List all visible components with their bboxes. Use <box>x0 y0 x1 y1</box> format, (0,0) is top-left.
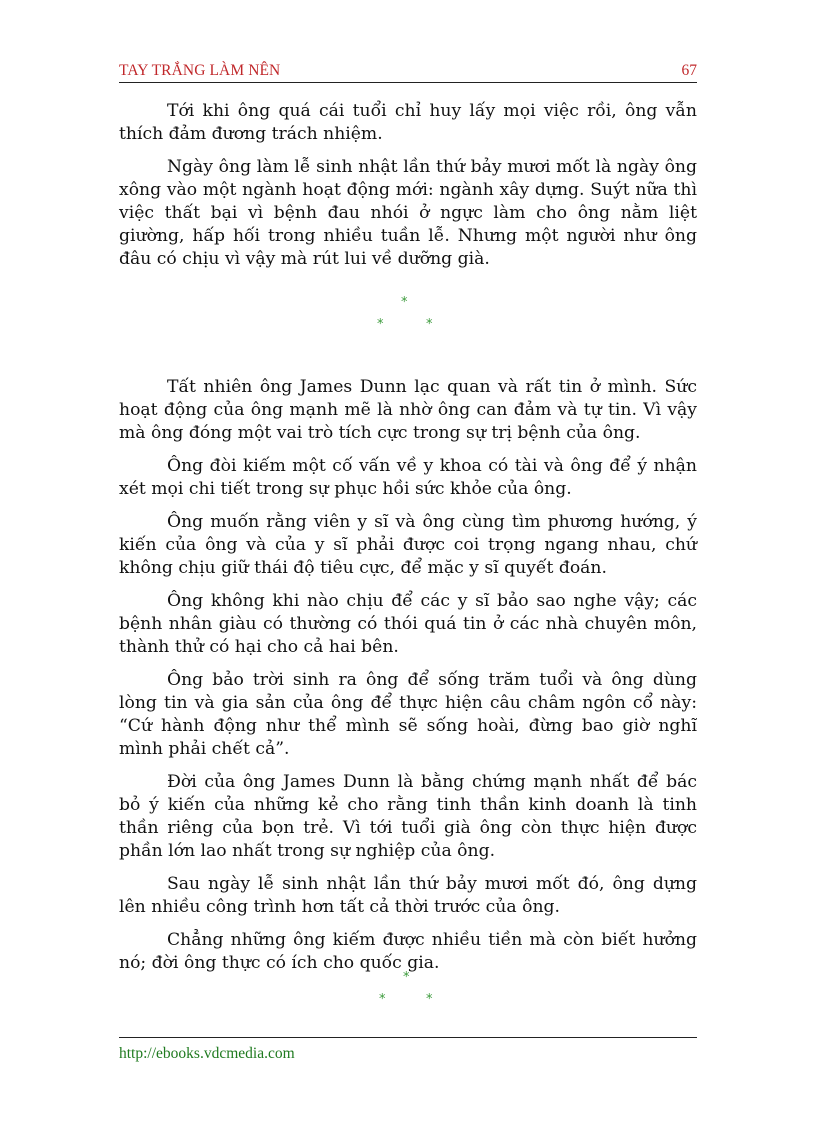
footer-link[interactable]: http://ebooks.vdcmedia.com <box>119 1045 295 1062</box>
paragraph: Ông muốn rằng viên y sĩ và ông cùng tìm phương hướng, ý kiến của ông và của y sĩ phải được coi trọng ngang nhau, chứ không chịu giữ thái độ tiêu cực, để mặc y sĩ quyết đoán. <box>119 512 697 578</box>
book-title: TAY TRẮNG LÀM NÊN <box>119 62 281 79</box>
paragraph: Tới khi ông quá cái tuổi chỉ huy lấy mọi việc rồi, ông vẫn thích đảm đương trách nhiệm. <box>119 101 697 144</box>
section-separator <box>119 291 697 353</box>
asterisk-icon: * <box>403 970 410 985</box>
paragraph: Ông đòi kiếm một cố vấn về y khoa có tài và ông để ý nhận xét mọi chi tiết trong sự phục hồi sức khỏe của ông. <box>119 456 697 499</box>
section-separator <box>119 970 697 1014</box>
asterisk-icon: * <box>426 317 433 332</box>
page-header <box>119 62 697 83</box>
paragraph: Sau ngày lễ sinh nhật lần thứ bảy mươi mốt đó, ông dựng lên nhiều công trình hơn tất cả thời trước của ông. <box>119 874 697 917</box>
paragraph: Ngày ông làm lễ sinh nhật lần thứ bảy mươi mốt là ngày ông xông vào một ngành hoạt động mới: ngành xây dựng. Suýt nữa thì việc thất bại vì bệnh đau nhói ở ngực làm cho ông nằm liệt giường, hấp hối trong nhiều tuần lễ. Nhưng một người như ông đâu có chịu vì vậy mà rút lui về dưỡng già. <box>119 157 697 269</box>
paragraph: Tất nhiên ông James Dunn lạc quan và rất tin ở mình. Sức hoạt động của ông mạnh mẽ là nhờ ông can đảm và tự tin. Vì vậy mà ông đóng một vai trò tích cực trong sự trị bệnh của ông. <box>119 377 697 443</box>
asterisk-icon: * <box>377 317 384 332</box>
paragraph: Chẳng những ông kiếm được nhiều tiền mà còn biết hưởng nó; đời ông thực có ích cho quốc gia. <box>119 930 697 973</box>
asterisk-icon: * <box>379 992 386 1007</box>
page-body <box>119 100 697 985</box>
asterisk-icon: * <box>426 992 433 1007</box>
asterisk-icon: * <box>401 295 408 310</box>
paragraph: Đời của ông James Dunn là bằng chứng mạnh nhất để bác bỏ ý kiến của những kẻ cho rằng tinh thần kinh doanh là tinh thần riêng của bọn trẻ. Vì tới tuổi già ông còn thực hiện được phần lớn lao nhất trong sự nghiệp của ông. <box>119 772 697 861</box>
footer-divider <box>119 1037 697 1038</box>
page-number: 67 <box>681 62 697 79</box>
paragraph: Ông bảo trời sinh ra ông để sống trăm tuổi và ông dùng lòng tin và gia sản của ông để thực hiện câu châm ngôn cổ này: “Cứ hành động như thể mình sẽ sống hoài, đừng bao giờ nghĩ mình phải chết cả”. <box>119 670 697 759</box>
paragraph: Ông không khi nào chịu để các y sĩ bảo sao nghe vậy; các bệnh nhân giàu có thường có thói quá tin ở các nhà chuyên môn, thành thử có hại cho cả hai bên. <box>119 591 697 657</box>
